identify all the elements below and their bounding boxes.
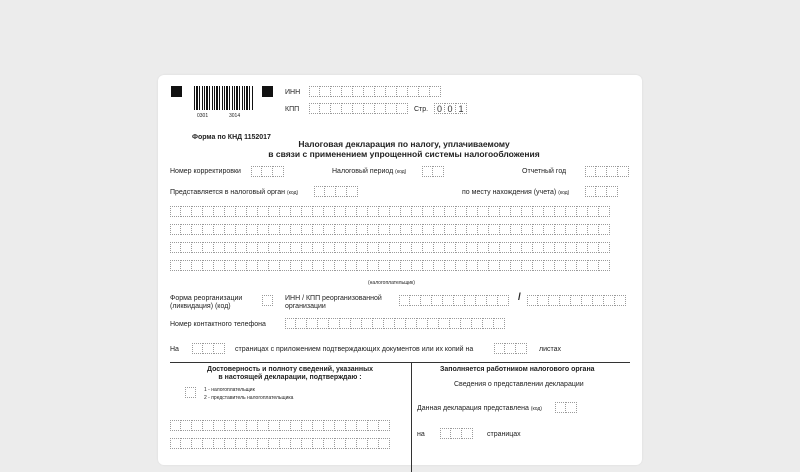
tax-period-text: Налоговый период [332, 168, 394, 175]
section-divider-horizontal [170, 362, 630, 363]
barcode [194, 86, 253, 110]
form-title-line2: в связи с применением упрощенной системы налогообложения [268, 149, 540, 159]
office-pages-on-label: на [417, 431, 425, 438]
declaration-submitted-label [417, 405, 542, 413]
page-number-cells [434, 103, 467, 114]
signer-option-2: 2 - представитель налогоплательщика [204, 395, 294, 401]
confirmation-title [170, 366, 410, 382]
reorg-form-line2: (ликвидация) (код) [170, 303, 231, 310]
declaration-submitted-code: (код) [530, 406, 542, 412]
confirmation-title-line2: в настоящей декларации, подтверждаю : [218, 374, 362, 381]
submitted-to-text: Представляется в налоговый орган [170, 189, 286, 196]
knd-form-label: Форма по КНД 1152017 [192, 134, 271, 141]
signer-name-row-1[interactable] [170, 420, 390, 431]
reporting-year-label: Отчетный год [522, 168, 567, 175]
submitted-to-label [170, 189, 298, 197]
reorg-form-cells[interactable] [262, 295, 273, 306]
form-title-line1: Налоговая декларация по налогу, уплачиваемому [298, 139, 510, 149]
page-label: Стр. [414, 106, 429, 113]
office-pages-label: страницах [487, 431, 521, 438]
taxpayer-name-row-1[interactable] [170, 206, 610, 217]
alignment-marker-right [262, 86, 273, 97]
submitted-to-code: (код) [287, 190, 299, 196]
reporting-year-cells[interactable] [585, 166, 629, 177]
declaration-submitted-text: Данная декларация представлена [417, 405, 529, 412]
inn-label: ИНН [285, 89, 301, 96]
pages-count-cells[interactable] [192, 343, 225, 354]
reorg-inn-kpp-line2: организации [285, 303, 326, 310]
taxpayer-caption: (налогоплательщик) [368, 280, 415, 286]
reorg-inn-kpp-label [285, 295, 382, 311]
pages-with-docs-label: страницах с приложением подтверждающих документов или их копий на [235, 346, 474, 353]
alignment-marker-left [171, 86, 182, 97]
signer-name-row-2[interactable] [170, 438, 390, 449]
taxpayer-name-row-3[interactable] [170, 242, 610, 253]
correction-number-cells[interactable] [251, 166, 284, 177]
reorg-slash: / [518, 292, 521, 303]
reorg-inn-kpp-line1: ИНН / КПП реорганизованной [285, 295, 382, 302]
kpp-label: КПП [285, 106, 300, 113]
barcode-number-right: 3014 [229, 113, 241, 119]
inn-cells[interactable] [309, 86, 441, 97]
tax-period-label [332, 168, 406, 176]
location-code-cells[interactable] [585, 186, 618, 197]
sheets-label: листах [539, 346, 562, 353]
location-code: (код) [558, 190, 570, 196]
confirmation-title-line1: Достоверность и полноту сведений, указанных [207, 366, 373, 373]
office-pages-cells[interactable] [440, 428, 473, 439]
page-digit: 1 [456, 103, 467, 114]
tax-authority-code-cells[interactable] [314, 186, 358, 197]
location-label [462, 189, 569, 197]
pages-on-label: На [170, 346, 179, 353]
correction-number-label: Номер корректировки [170, 168, 241, 175]
location-text: по месту нахождения (учета) [462, 189, 557, 196]
form-title [254, 139, 554, 159]
reorg-kpp-cells[interactable] [527, 295, 626, 306]
reorg-form-label [170, 295, 242, 311]
declaration-code-cells[interactable] [555, 402, 577, 413]
signer-option-1: 1 - налогоплательщик [204, 387, 255, 393]
reorg-inn-cells[interactable] [399, 295, 509, 306]
page-digit: 0 [434, 103, 445, 114]
page-digit: 0 [445, 103, 456, 114]
taxpayer-name-row-2[interactable] [170, 224, 610, 235]
tax-office-section-title: Заполняется работником налогового органа [440, 366, 595, 373]
phone-label: Номер контактного телефона [170, 321, 266, 328]
taxpayer-name-row-4[interactable] [170, 260, 610, 271]
tax-declaration-page [158, 75, 642, 465]
phone-cells[interactable] [285, 318, 505, 329]
section-divider-vertical [411, 362, 412, 472]
submission-info-subtitle: Сведения о представлении декларации [454, 381, 584, 388]
reorg-form-line1: Форма реорганизации [170, 295, 243, 302]
sheets-count-cells[interactable] [494, 343, 527, 354]
barcode-number-left: 0301 [197, 113, 209, 119]
tax-period-cells[interactable] [422, 166, 444, 177]
tax-period-code: (код) [395, 169, 407, 175]
kpp-cells[interactable] [309, 103, 408, 114]
signer-type-box[interactable] [185, 387, 196, 398]
